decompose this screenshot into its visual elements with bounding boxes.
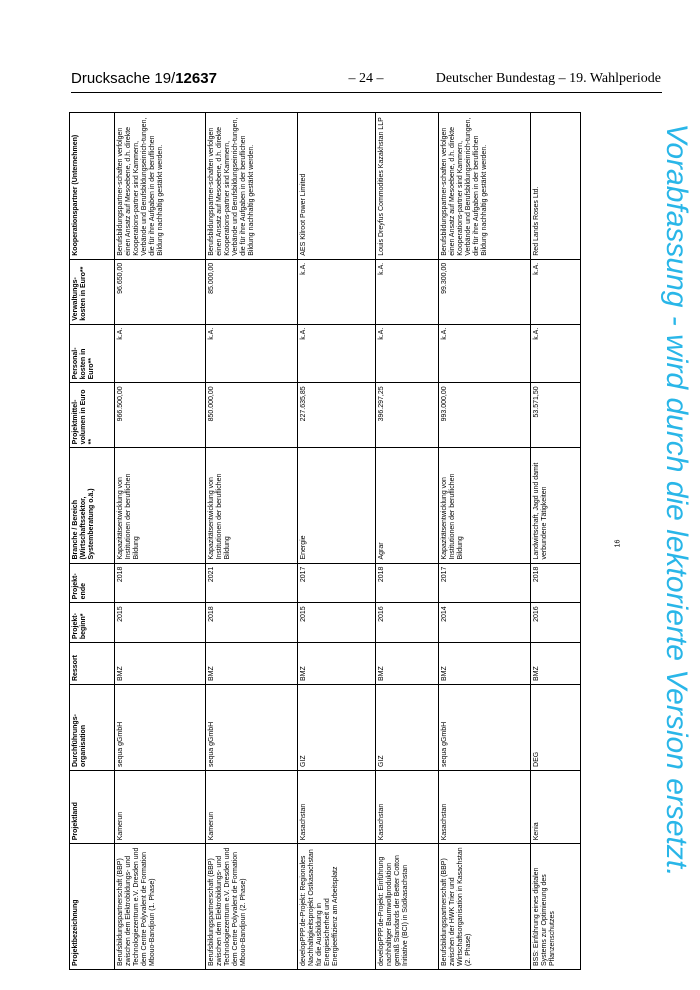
- table-row: [115, 113, 206, 970]
- table-cell: developPPP.de-Projekt: Regionales Nachhaltigkeitsprojekt Ostkasachstan für die Ausbildung in Energiesicherheit und Energieeffizienz am Arbeitsplatz: [297, 844, 375, 970]
- column-header: Durchführungs-organisation: [70, 685, 115, 771]
- table-cell: Kasachstan: [439, 770, 530, 843]
- table-cell: k.A.: [206, 324, 297, 383]
- table-cell: DEG: [530, 685, 580, 771]
- table-cell: k.A.: [375, 324, 439, 383]
- watermark: Vorabfassung - wird durch die lektorierte Version ersetzt.: [660, 123, 693, 877]
- table-cell: Kamerun: [206, 770, 297, 843]
- table-cell: Energie: [297, 448, 375, 563]
- table-cell: k.A.: [375, 259, 439, 324]
- page-number: 16: [614, 539, 622, 548]
- table-cell: Agrar: [375, 448, 439, 563]
- table-cell: k.A.: [530, 324, 580, 383]
- table-cell: 2017: [297, 563, 375, 603]
- table-cell: BMZ: [206, 643, 297, 685]
- table-cell: Red Lands Roses Ltd.: [530, 113, 580, 260]
- table-cell: k.A.: [439, 324, 530, 383]
- table-cell: Berufsbildungspartner-schaften verfolgen einen Ansatz auf Mesoebene, d.h. direkte Kooperations-partner sind Kammern, Verbände und Berufsbildungseinrich-tungen, die für ihre Aufgaben in der beruflichen Bildung nachhaltig gestärkt werden.: [115, 113, 206, 260]
- column-header: Projektland: [70, 770, 115, 843]
- table-cell: 2018: [375, 563, 439, 603]
- table-cell: 2015: [297, 603, 375, 643]
- table-cell: BMZ: [439, 643, 530, 685]
- table-row: [297, 113, 375, 970]
- table-cell: GIZ: [297, 685, 375, 771]
- table-cell: Kapazitätsentwicklung von Institutionen der beruflichen Bildung: [206, 448, 297, 563]
- table-cell: 96.650,00: [115, 259, 206, 324]
- table-cell: 2016: [530, 603, 580, 643]
- table-cell: Kasachstan: [297, 770, 375, 843]
- table-cell: developPPP.de-Projekt: Einführung nachhaltiger Baumwollproduktion gemäß Standards der Better Cotton Initiative (BCI) in Südkasachstan: [375, 844, 439, 970]
- table-cell: 2018: [115, 563, 206, 603]
- table-cell: 2014: [439, 603, 530, 643]
- column-header: Projektmittel-volumen in Euro **: [70, 383, 115, 448]
- column-header: Personal-kosten in Euro**: [70, 324, 115, 383]
- table-cell: Louis Dreyfus Commodities Kazakhstan LLP: [375, 113, 439, 260]
- table-cell: k.A.: [297, 259, 375, 324]
- table-cell: 993.000,00: [439, 383, 530, 448]
- table-cell: 396.297,25: [375, 383, 439, 448]
- table-cell: GIZ: [375, 685, 439, 771]
- table-cell: Landwirtschaft, Jagd und damit verbundene Tätigkeiten: [530, 448, 580, 563]
- table-cell: 99.300,00: [439, 259, 530, 324]
- table-cell: Kasachstan: [375, 770, 439, 843]
- table-cell: BMZ: [115, 643, 206, 685]
- header-rule: [71, 92, 662, 93]
- table-cell: BMZ: [297, 643, 375, 685]
- table-row: [439, 113, 530, 970]
- table-cell: sequa gGmbH: [439, 685, 530, 771]
- table-cell: sequa gGmbH: [206, 685, 297, 771]
- table-cell: 2017: [439, 563, 530, 603]
- table-cell: Berufsbildungspartnerschaft (BBP) zwischen dem Elektrobildungs- und Technologiezentrum e.V. Dresden und dem Centre Polyvalent de Formation Mbouo-Bandjoun (2. Phase): [206, 844, 297, 970]
- table-cell: Berufsbildungspartnerschaft (BBP) zwischen dem Elektrobildungs- und Technologiezentrum e.V. Dresden und dem Centre Polyvalent de Formation Mbouo-Bandjoun (1. Phase): [115, 844, 206, 970]
- table-cell: 850.000,00: [206, 383, 297, 448]
- table-cell: Kenia: [530, 770, 580, 843]
- drucksache-id: 12637: [175, 70, 217, 87]
- table-cell: 2018: [206, 603, 297, 643]
- table-cell: 227.635,85: [297, 383, 375, 448]
- column-header: Verwaltungs-kosten in Euro**: [70, 259, 115, 324]
- column-header: Projekt-beginn*: [70, 603, 115, 643]
- table-cell: BMZ: [375, 643, 439, 685]
- table-row: [375, 113, 439, 970]
- column-header: Ressort: [70, 643, 115, 685]
- column-header: Kooperationspartner (Unternehmen): [70, 113, 115, 260]
- table-cell: 966.500,00: [115, 383, 206, 448]
- table-cell: Kapazitätsentwicklung von Institutionen der beruflichen Bildung: [439, 448, 530, 563]
- column-header: Projektbezeichnung: [70, 844, 115, 970]
- table-cell: AES Kilroot Power Limited: [297, 113, 375, 260]
- column-header: Branche / Bereich (Wirtschaftssektor, Systemberatung o.ä.): [70, 448, 115, 563]
- table-cell: BSS: Einführung eines digitalen Systems zur Optimierung des Pflanzenschutzes: [530, 844, 580, 970]
- table-cell: 2016: [375, 603, 439, 643]
- table-cell: 85.000,00: [206, 259, 297, 324]
- table-cell: 53.571,50: [530, 383, 580, 448]
- table-header-row: [70, 113, 115, 970]
- table-body: [115, 113, 581, 970]
- table-cell: k.A.: [297, 324, 375, 383]
- drucksache-label: Drucksache 19/: [71, 70, 176, 87]
- table-cell: BMZ: [530, 643, 580, 685]
- table-cell: k.A.: [115, 324, 206, 383]
- header-page: – 24 –: [348, 71, 384, 86]
- header-parliament: Deutscher Bundestag – 19. Wahlperiode: [435, 71, 661, 86]
- table-cell: 2018: [530, 563, 580, 603]
- table-cell: Berufsbildungspartner-schaften verfolgen einen Ansatz auf Mesoebene, d.h. direkte Kooperations-partner sind Kammern, Verbände und Berufsbildungseinrich-tungen, die für ihre Aufgaben in der beruflichen Bildung nachhaltig gestärkt werden.: [439, 113, 530, 260]
- table-cell: Berufsbildungspartnerschaft (BBP) zwischen der HWK Trier und Wirtschaftsorganisation in Kasachstan (2. Phase): [439, 844, 530, 970]
- page-header: [71, 70, 661, 90]
- table-cell: Kapazitätsentwicklung von Institutionen der beruflichen Bildung: [115, 448, 206, 563]
- column-header: Projekt-ende: [70, 563, 115, 603]
- table-cell: Berufsbildungspartner-schaften verfolgen einen Ansatz auf Mesoebene, d.h. direkte Kooperations-partner sind Kammern, Verbände und Berufsbildungseinrich-tungen, die für ihre Aufgaben in der beruflichen Bildung nachhaltig gestärkt werden.: [206, 113, 297, 260]
- table-row: [530, 113, 580, 970]
- project-table: [69, 112, 581, 970]
- table-row: [206, 113, 297, 970]
- table-cell: sequa gGmbH: [115, 685, 206, 771]
- table-cell: Kamerun: [115, 770, 206, 843]
- table-cell: 2015: [115, 603, 206, 643]
- table-cell: k.A.: [530, 259, 580, 324]
- table-cell: 2021: [206, 563, 297, 603]
- rotated-table-container: [69, 112, 581, 970]
